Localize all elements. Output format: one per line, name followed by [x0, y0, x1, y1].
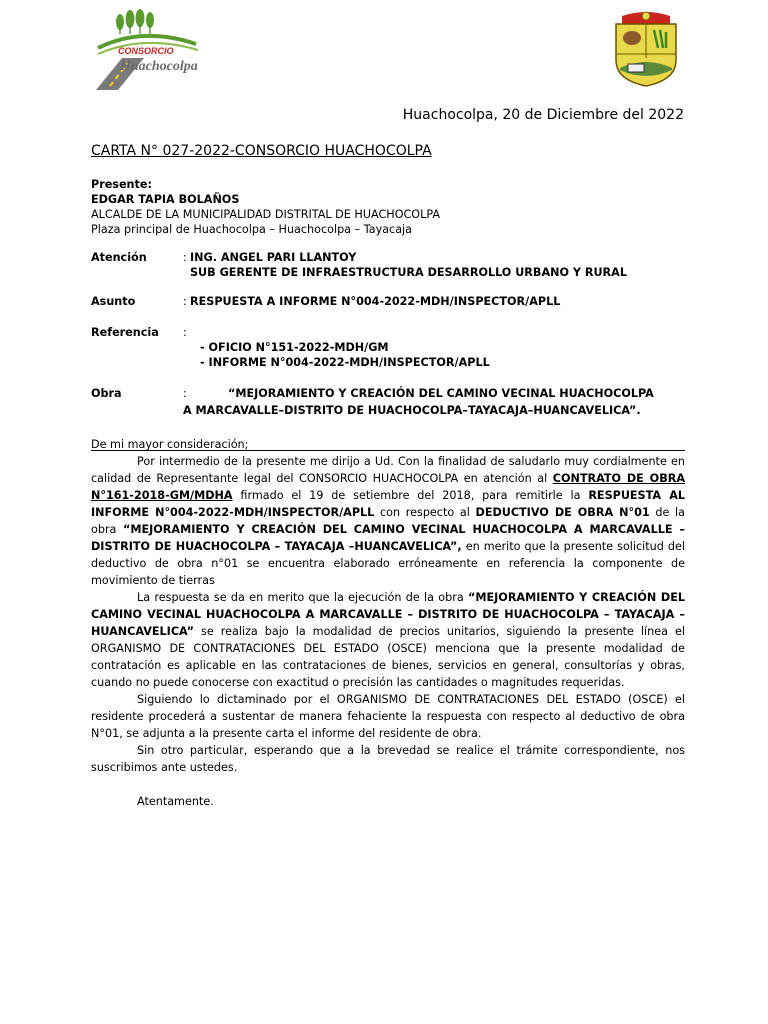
obra-line1: “MEJORAMIENTO Y CREACIÓN DEL CAMINO VECINAL HUACHOCOLPA [228, 387, 654, 400]
obra-label: Obra [91, 387, 122, 400]
paragraph-3: Siguiendo lo dictaminado por el ORGANISMO DE CONTRATACIONES DEL ESTADO (OSCE) el residente procederá a sustentar de manera fehaciente la respuesta con respecto al deductivo de obra N°01, se adjunta a la presente carta el informe del residente de obra. [91, 693, 685, 740]
greeting: De mi mayor consideración; [91, 438, 249, 451]
referencia-item: - OFICIO N°151-2022-MDH/GM [200, 341, 389, 354]
municipal-crest-icon [608, 8, 684, 88]
recipient-role: ALCALDE DE LA MUNICIPALIDAD DISTRITAL DE HUACHOCOLPA [91, 208, 441, 221]
consorcio-logo-icon [92, 8, 204, 90]
letter-date: Huachocolpa, 20 de Diciembre del 2022 [402, 107, 684, 123]
letter-body [91, 436, 685, 810]
letter-title: CARTA N° 027-2022-CONSORCIO HUACHOCOLPA [91, 143, 432, 159]
referencia-item: - INFORME N°004-2022-MDH/INSPECTOR/APLL [200, 356, 490, 369]
asunto-label: Asunto [91, 295, 136, 308]
atencion-name: ING. ANGEL PARI LLANTOY [190, 251, 357, 264]
paragraph-4: Sin otro particular, esperando que a la brevedad se realice el trámite correspondiente, nos suscribimos ante ustedes. [91, 744, 685, 774]
obra-sep: : [183, 387, 187, 400]
recipient-name: EDGAR TAPIA BOLAÑOS [91, 193, 240, 206]
recipient-address: Plaza principal de Huachocolpa – Huachocolpa – Tayacaja [91, 223, 413, 236]
obra-line2: A MARCAVALLE–DISTRITO DE HUACHOCOLPA–TAYACAJA–HUANCAVELICA”. [183, 404, 641, 417]
atencion-role: SUB GERENTE DE INFRAESTRUCTURA DESARROLLO URBANO Y RURAL [190, 266, 627, 279]
referencia-sep: : [183, 326, 187, 339]
closing: Atentamente. [137, 795, 214, 808]
asunto-text: RESPUESTA A INFORME N°004-2022-MDH/INSPECTOR/APLL [190, 295, 561, 308]
logo-line1: CONSORCIO [118, 46, 174, 56]
paragraph-1: Por intermedio de la presente me dirijo a Ud. Con la finalidad de saludarlo muy cordialmente en calidad de Representante legal del CONSORCIO HUACHOCOLPA en atención al CONTRATO DE OBRA N°161-2018-GM/MDHA firmado el 19 de setiembre del 2018, para remitirle la RESPUESTA AL INFORME N°004-2022-MDH/INSPECTOR/APLL con respecto al DEDUCTIVO DE OBRA N°01 de la obra “MEJORAMIENTO Y CREACIÓN DEL CAMINO VECINAL HUACHOCOLPA A MARCAVALLE – DISTRITO DE HUACHOCOLPA – TAYACAJA –HUANCAVELICA”, en merito que la presente solicitud del deductivo de obra n°01 se encuentra elaborado erróneamente en referencia la componente de movimiento de tierras [91, 455, 685, 587]
logo-line2: Huachocolpa [120, 59, 198, 74]
referencia-label: Referencia [91, 326, 159, 339]
atencion-label: Atención [91, 251, 147, 264]
atencion-sep: : [183, 251, 187, 264]
presente-label: Presente: [91, 178, 152, 191]
paragraph-2: La respuesta se da en merito que la ejecución de la obra “MEJORAMIENTO Y CREACIÓN DEL CAMINO VECINAL HUACHOCOLPA A MARCAVALLE – DISTRITO DE HUACHOCOLPA – TAYACAJA –HUANCAVELICA” se realiza bajo la modalidad de precios unitarios, siguiendo la presente línea el ORGANISMO DE CONTRATACIONES DEL ESTADO (OSCE) menciona que la presente modalidad de contratación es aplicable en las contrataciones de bienes, servicios en general, consultorías y obras, cuando no puede conocerse con exactitud o precisión las cantidades o magnitudes requeridas. [91, 591, 685, 689]
asunto-sep: : [183, 295, 187, 308]
